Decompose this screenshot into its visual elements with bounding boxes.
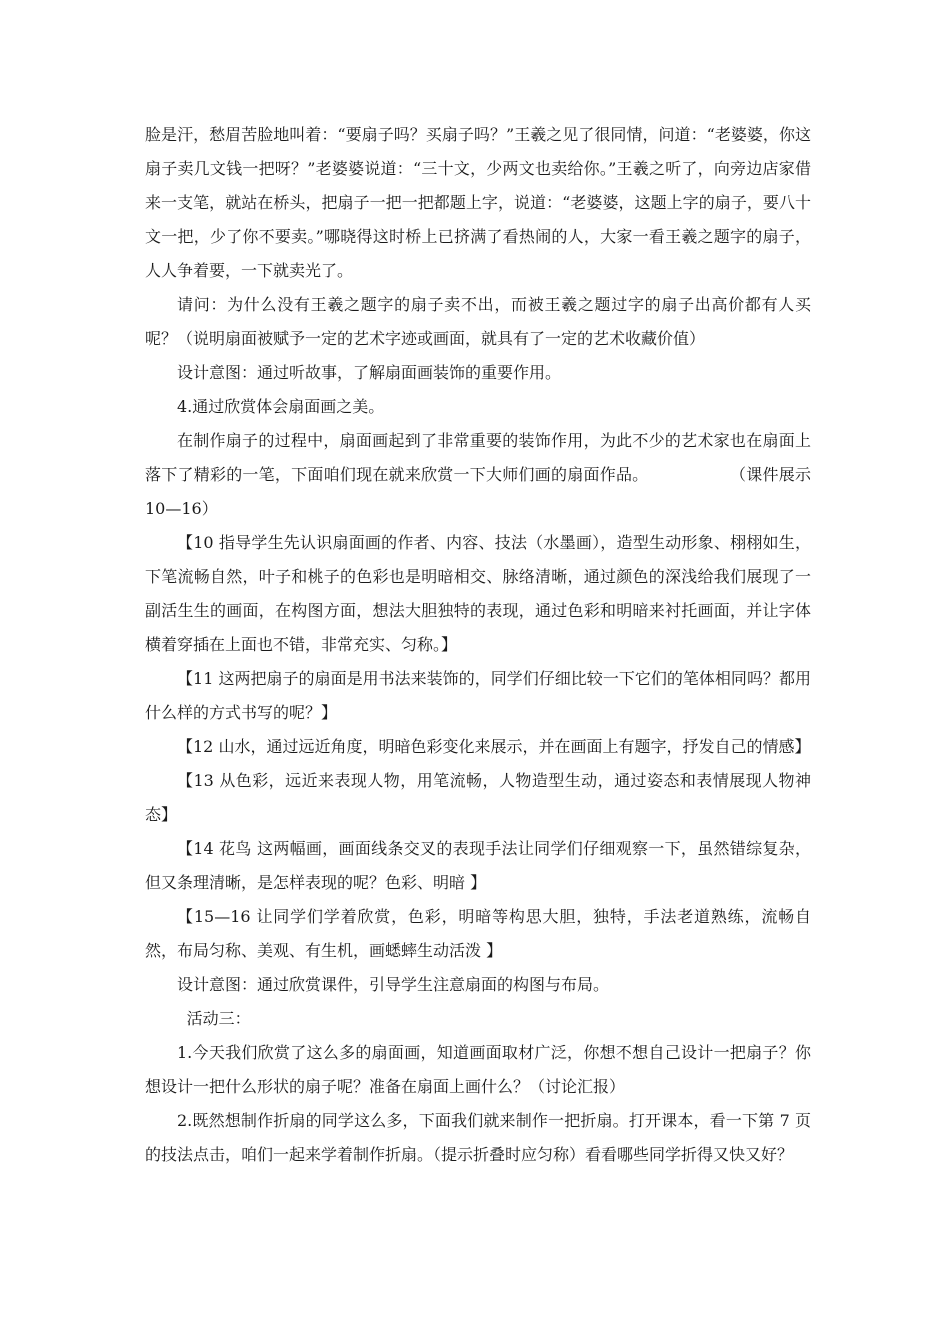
activity-three-heading: 活动三：	[186, 1009, 251, 1028]
question-paragraph: 请问：为什么没有王羲之题字的扇子卖不出，而被王羲之题过字的扇子出高价都有人买呢？（说明扇面被赋予一定的艺术字迹或画面，就具有了一定的艺术收藏价值）	[145, 295, 811, 348]
note-15-16: 【15—16 让同学们学着欣赏，色彩，明暗等构思大胆，独特，手法老道熟练，流畅自然，布局匀称、美观、有生机，画蟋蟀生动活泼 】	[145, 907, 811, 960]
courseware-note: （课件展示 10—16）	[145, 465, 811, 518]
note-14: 【14 花鸟 这两幅画，画面线条交叉的表现手法让同学们仔细观察一下，虽然错综复杂，但又条理清晰，是怎样表现的呢？色彩、明暗 】	[145, 839, 811, 892]
design-intent-1: 设计意图：通过听故事，了解扇面画装饰的重要作用。	[177, 363, 562, 382]
activity-item-1: 1.今天我们欣赏了这么多的扇面画，知道画面取材广泛，你想不想自己设计一把扇子？你想设计一把什么形状的扇子呢？准备在扇面上画什么？（讨论汇报）	[145, 1043, 811, 1096]
activity-item-2: 2.既然想制作折扇的同学这么多，下面我们就来制作一把折扇。打开课本，看一下第 7 页的技法点击，咱们一起来学着制作折扇。（提示折叠时应匀称）看看哪些同学折得又快又好？	[145, 1111, 811, 1164]
note-10: 【10 指导学生先认识扇面画的作者、内容、技法（水墨画），造型生动形象、栩栩如生，下笔流畅自然，叶子和桃子的色彩也是明暗相交、脉络清晰，通过颜色的深浅给我们展现了一副活生生的画面，在构图方面，想法大胆独特的表现，通过色彩和明暗来衬托画面，并让字体横着穿插在上面也不错，非常充实、匀称。】	[145, 533, 811, 654]
design-intent-2: 设计意图：通过欣赏课件，引导学生注意扇面的构图与布局。	[177, 975, 610, 994]
note-12: 【12 山水，通过远近角度，明暗色彩变化来展示，并在画面上有题字，抒发自己的情感】	[177, 737, 811, 756]
section-heading-4: 4.通过欣赏体会扇面画之美。	[177, 397, 385, 416]
note-11: 【11 这两把扇子的扇面是用书法来装饰的，同学们仔细比较一下它们的笔体相同吗？都用什么样的方式书写的呢？】	[145, 669, 811, 722]
fan-art-intro	[145, 424, 811, 526]
note-13: 【13 从色彩，远近来表现人物，用笔流畅，人物造型生动，通过姿态和表情展现人物神态】	[145, 771, 811, 824]
story-paragraph: 脸是汗，愁眉苦脸地叫着：“要扇子吗？买扇子吗？”王羲之见了很同情，问道：“老婆婆，你这扇子卖几文钱一把呀？”老婆婆说道：“三十文，少两文也卖给你。”王羲之听了，向旁边店家借来一支笔，就站在桥头，把扇子一把一把都题上字，说道：“老婆婆，这题上字的扇子，要八十文一把，少了你不要卖。”哪晓得这时桥上已挤满了看热闹的人，大家一看王羲之题字的扇子，人人争着要，一下就卖光了。	[145, 125, 811, 280]
fan-art-intro-text: 在制作扇子的过程中，扇面画起到了非常重要的装饰作用，为此不少的艺术家也在扇面上落下了精彩的一笔，下面咱们现在就来欣赏一下大师们画的扇面作品。	[145, 431, 811, 484]
document-page	[145, 118, 811, 1172]
